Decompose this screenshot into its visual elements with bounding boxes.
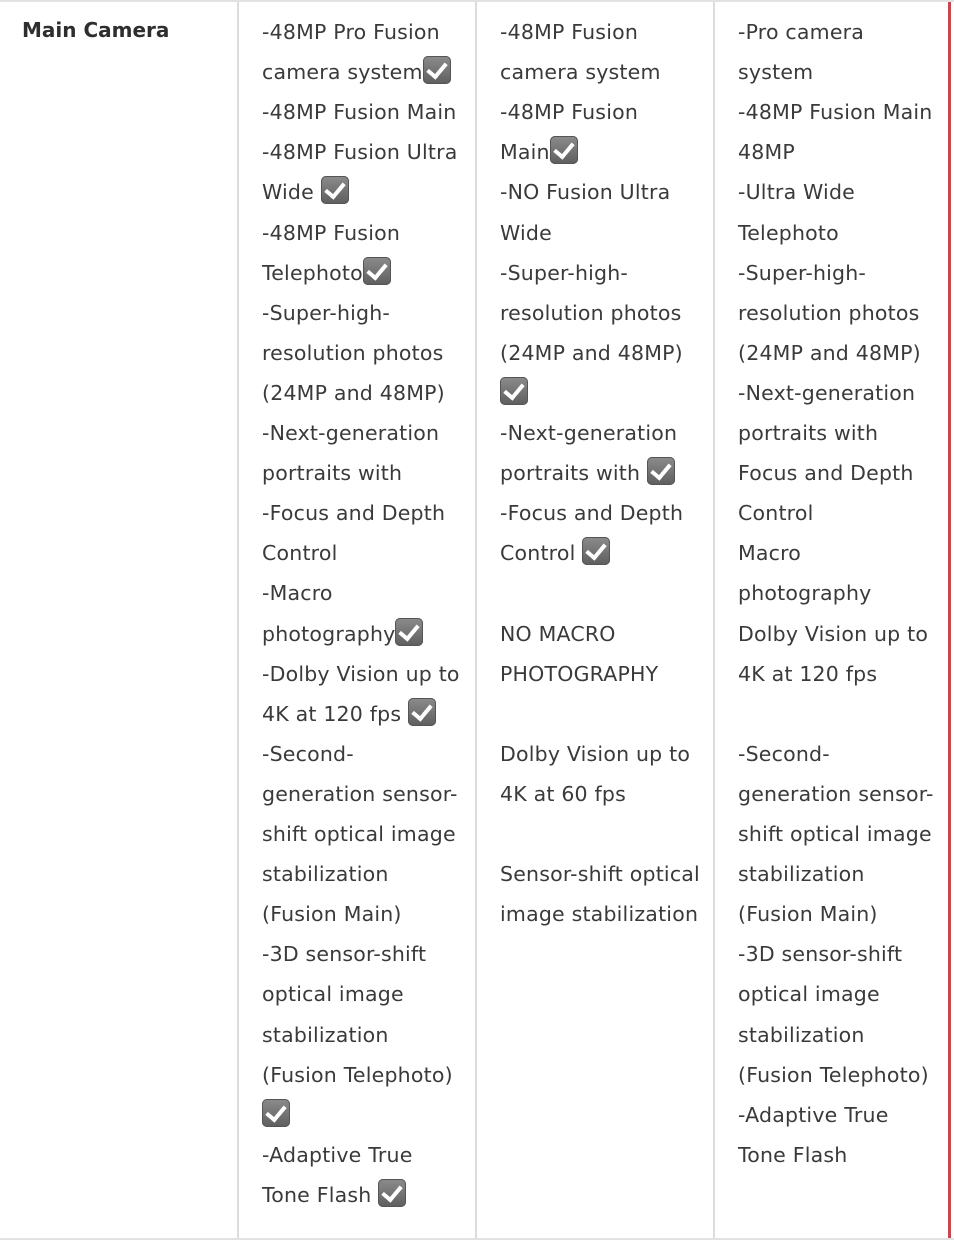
spec-line-text: image stabilization <box>500 902 699 927</box>
spec-column-1 <box>239 2 477 1240</box>
spec-line <box>738 1095 889 1135</box>
spec-line <box>262 573 333 613</box>
spec-line-text: Wide <box>500 220 552 245</box>
spec-line-text: stabilization <box>738 1022 865 1047</box>
spec-line-text: (24MP and 48MP) <box>500 340 683 365</box>
spec-line-text: Tone Flash <box>738 1142 848 1167</box>
spec-line-text: stabilization <box>262 1022 389 1047</box>
spec-line-text: -Focus and Depth <box>500 501 684 526</box>
spec-line-text: Tone Flash <box>262 1182 379 1207</box>
spec-line <box>262 1055 453 1095</box>
spec-line <box>500 12 638 52</box>
spec-line <box>500 52 661 92</box>
spec-line-text: -3D sensor-shift <box>738 942 903 967</box>
spec-line <box>738 934 902 974</box>
spec-line <box>500 172 670 212</box>
checkmark-icon <box>582 537 610 565</box>
spec-line-text: -Second- <box>262 741 354 766</box>
spec-line <box>500 453 675 493</box>
checkmark-icon <box>550 136 578 164</box>
spec-line <box>262 413 439 453</box>
spec-line-text: Main <box>500 140 550 165</box>
spec-line <box>262 12 440 52</box>
spec-line-text: Control <box>262 541 338 566</box>
spec-line <box>738 253 866 293</box>
spec-line <box>738 774 934 814</box>
spec-line-text: -Ultra Wide <box>738 180 855 205</box>
spec-line-text: (24MP and 48MP) <box>262 380 445 405</box>
spec-line-text: -3D sensor-shift <box>262 942 427 967</box>
checkmark-icon <box>500 377 528 405</box>
spec-line-text: Dolby Vision up to <box>738 621 929 646</box>
spec-line-text: portraits with <box>500 461 647 486</box>
spec-line-text: shift optical image <box>738 822 932 846</box>
spec-line <box>262 1095 290 1135</box>
spec-line-text: stabilization <box>262 862 389 887</box>
spec-line-text: Macro <box>738 541 802 566</box>
spec-line-text: 4K at 120 fps <box>262 701 408 726</box>
checkmark-icon <box>321 176 349 204</box>
spec-line <box>262 614 423 654</box>
spec-line <box>738 213 839 253</box>
spec-line <box>738 614 928 654</box>
row-label: Main Camera <box>22 18 170 42</box>
spec-line <box>500 333 683 373</box>
spec-line-text: Dolby Vision up to <box>500 741 691 766</box>
spec-line-text: portraits with <box>738 421 879 445</box>
spec-line <box>500 614 616 654</box>
spec-line <box>738 734 830 774</box>
scroll-edge-bar <box>948 2 951 1240</box>
spec-line <box>500 734 690 774</box>
spec-line-text: Wide <box>262 180 321 205</box>
spec-line <box>262 52 451 92</box>
spec-line <box>738 814 932 854</box>
spec-line <box>738 293 920 333</box>
spec-line <box>262 533 338 573</box>
spec-line-text: -Adaptive True <box>738 1102 889 1127</box>
spec-line-text: -Adaptive True <box>262 1142 413 1167</box>
spec-line <box>262 92 456 132</box>
checkmark-icon <box>408 698 436 726</box>
spec-line-text: photography <box>262 621 396 646</box>
spec-line <box>500 373 528 413</box>
spec-line-text: -48MP Fusion Ultra <box>262 140 458 165</box>
spec-line <box>262 694 436 734</box>
spec-line <box>738 413 878 453</box>
spec-line <box>500 213 552 253</box>
spec-line <box>262 854 389 894</box>
spec-line <box>262 172 349 212</box>
checkmark-icon <box>363 257 391 285</box>
spec-line-text: camera system <box>500 60 661 85</box>
spec-line <box>500 493 683 533</box>
spec-line-text: -Next-generation <box>500 421 678 445</box>
spec-line-text: -Super-high- <box>262 300 391 325</box>
spec-line <box>738 894 878 934</box>
spec-line-text: -Macro <box>262 581 333 606</box>
spec-line <box>500 253 628 293</box>
spec-line-text: -Next-generation <box>738 380 916 405</box>
spec-line-text: -Pro camera <box>738 20 865 44</box>
spec-line <box>262 934 426 974</box>
spec-line-text: -Next-generation <box>262 421 440 445</box>
spec-line <box>738 333 921 373</box>
spec-line-text: -48MP Pro Fusion <box>262 20 440 44</box>
spec-line <box>738 132 795 172</box>
spec-line-text: -Super-high- <box>738 260 867 285</box>
spec-line-text: Control <box>500 541 583 566</box>
spec-line <box>500 894 698 934</box>
spec-line <box>738 52 813 92</box>
checkmark-icon <box>423 56 451 84</box>
spec-line <box>262 453 402 493</box>
spec-line <box>262 734 354 774</box>
spec-line-text: (Fusion Main) <box>262 902 402 927</box>
spec-line-text: portraits with <box>262 461 403 486</box>
spec-line <box>262 333 444 373</box>
spec-line <box>738 373 915 413</box>
spec-line-text: (24MP and 48MP) <box>738 340 921 365</box>
spec-line <box>262 814 456 854</box>
spec-line <box>738 573 871 613</box>
spec-line-text: -Second- <box>738 741 830 766</box>
spec-line <box>262 293 390 333</box>
checkmark-icon <box>647 457 675 485</box>
spec-line-text: -48MP Fusion Main <box>262 100 457 125</box>
spec-line-text: -48MP Fusion <box>500 20 639 44</box>
spec-line <box>738 453 914 493</box>
spec-line <box>500 92 638 132</box>
spec-line <box>738 1135 847 1175</box>
spec-line-text: Sensor-shift optical <box>500 862 700 887</box>
spec-line-text: Control <box>738 501 814 526</box>
spec-line-text: generation sensor- <box>262 781 458 806</box>
spec-line <box>738 854 865 894</box>
spec-line-text: -48MP Fusion <box>500 100 639 125</box>
spec-line <box>500 774 626 814</box>
spec-line-text: camera system <box>262 60 423 85</box>
spec-line-text: system <box>738 60 814 85</box>
spec-column-2 <box>477 2 715 1240</box>
spec-line <box>500 654 658 694</box>
spec-line <box>738 12 864 52</box>
spec-line-text: (Fusion Telephoto) <box>738 1062 929 1087</box>
spec-line <box>262 132 457 172</box>
checkmark-icon <box>262 1099 290 1127</box>
spec-line-text: PHOTOGRAPHY <box>500 661 659 686</box>
spec-line-text: NO MACRO <box>500 621 616 646</box>
spec-line-text: Telephoto <box>262 260 363 285</box>
spec-line <box>262 1175 406 1215</box>
spec-line-text: resolution photos <box>262 340 444 365</box>
spec-line <box>262 493 445 533</box>
spec-line <box>262 373 445 413</box>
spec-line-text: Telephoto <box>738 220 839 245</box>
spec-line <box>500 413 677 453</box>
spec-line <box>262 774 458 814</box>
spec-line <box>500 533 610 573</box>
spec-line-text: -48MP Fusion Main <box>738 100 933 125</box>
spec-line <box>738 974 880 1014</box>
spec-line <box>738 172 855 212</box>
spec-line-text: (Fusion Main) <box>738 902 878 927</box>
spec-line <box>262 1015 389 1055</box>
spec-line <box>738 1015 865 1055</box>
spec-column-3 <box>715 2 948 1240</box>
spec-line-text: optical image <box>262 982 404 1007</box>
spec-line <box>738 1055 929 1095</box>
spec-line-text: -Focus and Depth <box>262 501 446 526</box>
spec-line <box>262 1135 413 1175</box>
spec-line <box>262 654 460 694</box>
checkmark-icon <box>378 1179 406 1207</box>
spec-line <box>500 132 578 172</box>
spec-line-text: -48MP Fusion <box>262 220 401 245</box>
spec-line-text: resolution photos <box>500 300 682 325</box>
spec-line-text: -Super-high- <box>500 260 629 285</box>
spec-line <box>500 854 700 894</box>
spec-line-text: Focus and Depth <box>738 461 914 486</box>
spec-line <box>262 253 391 293</box>
spec-line-text: photography <box>738 581 872 606</box>
row-label-cell <box>0 2 239 1240</box>
spec-line <box>262 213 400 253</box>
spec-line-text: 4K at 120 fps <box>738 661 878 686</box>
spec-line-text: stabilization <box>738 862 865 887</box>
spec-line <box>262 974 404 1014</box>
spec-line-text: 48MP <box>738 140 795 165</box>
spec-line <box>262 894 402 934</box>
spec-line-text: optical image <box>738 982 880 1007</box>
spec-line-text: shift optical image <box>262 822 456 846</box>
checkmark-icon <box>395 618 423 646</box>
spec-line-text: -NO Fusion Ultra <box>500 180 671 205</box>
spec-line-text: -Dolby Vision up to <box>262 661 460 686</box>
spec-line-text: resolution photos <box>738 300 920 325</box>
spec-line <box>738 654 877 694</box>
spec-line-text: (Fusion Telephoto) <box>262 1062 453 1087</box>
spec-line <box>738 533 801 573</box>
spec-line <box>738 493 814 533</box>
spec-line <box>738 92 932 132</box>
spec-line <box>500 293 682 333</box>
spec-line-text: generation sensor- <box>738 781 934 806</box>
spec-line-text: 4K at 60 fps <box>500 781 627 806</box>
